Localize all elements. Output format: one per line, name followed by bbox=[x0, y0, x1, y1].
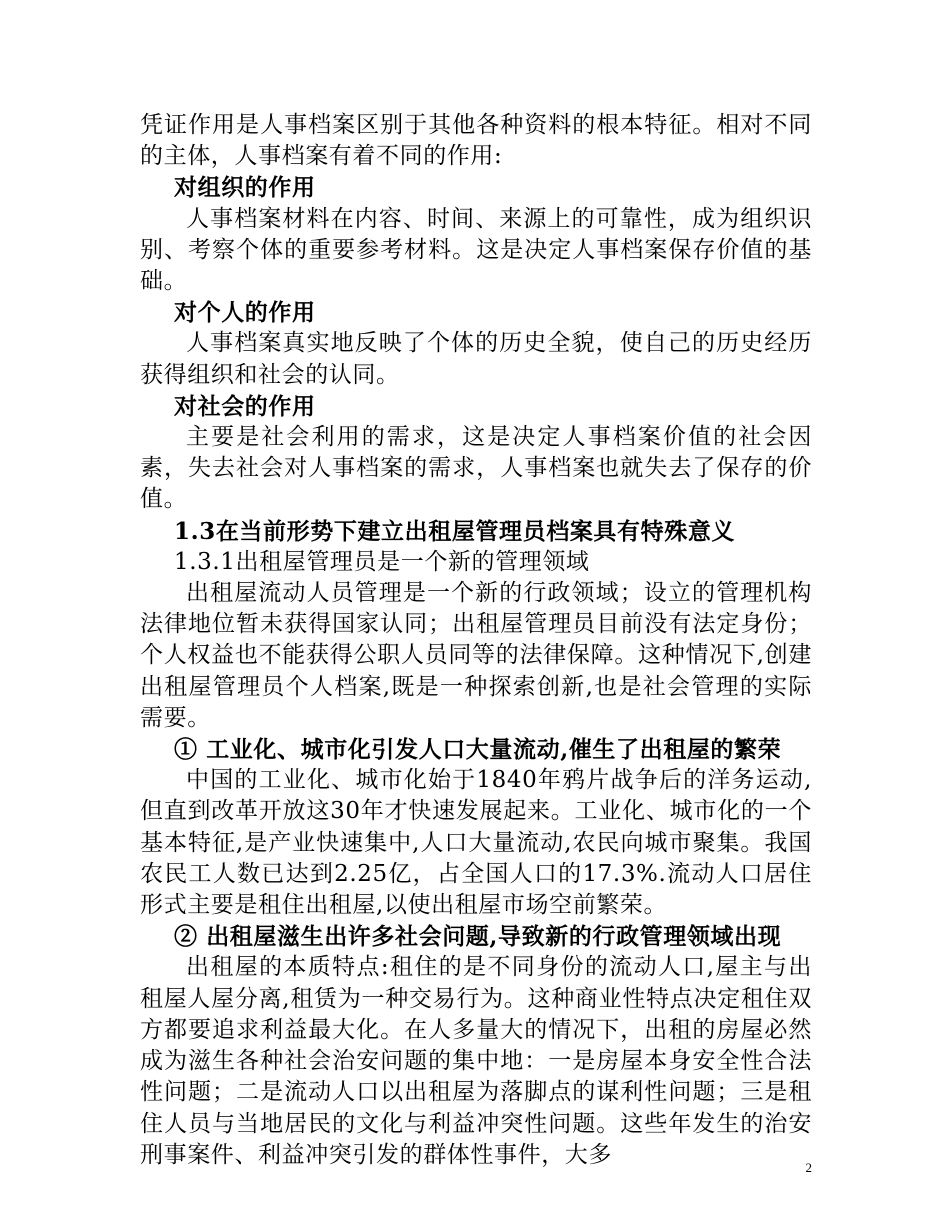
heading-organization-role: 对组织的作用 bbox=[174, 174, 316, 202]
paragraph-intro: 凭证作用是人事档案区别于其他各种资料的根本特征。相对不同的主体，人事档案有着不同的作用: bbox=[140, 112, 812, 170]
heading-industrialization: ① 工业化、城市化引发人口大量流动,催生了出租屋的繁荣 bbox=[174, 736, 782, 764]
subsection-heading-1-3-1: 1.3.1出租屋管理员是一个新的管理领域 bbox=[174, 548, 590, 575]
paragraph-social-problems: 出租屋的本质特点:租住的是不同身份的流动人口,屋主与出租屋人屋分离,租赁为一种交易行为。这种商业性特点决定租住双方都要追求利益最大化。在人多量大的情况下，出租的房屋必然成为滋生各种社会治安问题的集中地：一是房屋本身安全性合法性问题；二是流动人口以出租屋为落脚点的谋利性问题；三是租住人员与当地居民的文化与利益冲突性问题。这些年发生的治安刑事案件、利益冲突引发的群体性事件，大多 bbox=[140, 954, 812, 1168]
paragraph-individual-role: 人事档案真实地反映了个体的历史全貌，使自己的历史经历获得组织和社会的认同。 bbox=[140, 330, 812, 388]
paragraph-society-role: 主要是社会利用的需求，这是决定人事档案价值的社会因素，失去社会对人事档案的需求，人事档案也就失去了保存的价值。 bbox=[140, 424, 812, 513]
paragraph-industrialization: 中国的工业化、城市化始于1840年鸦片战争后的洋务运动,但直到改革开放这30年才快速发展起来。工业化、城市化的一个基本特征,是产业快速集中,人口大量流动,农民向城市聚集。我国农民工人数已达到2.25亿，占全国人口的17.3%.流动人口居住形式主要是租住出租屋,以使出租屋市场空前繁荣。 bbox=[140, 767, 812, 919]
document-body bbox=[140, 110, 812, 1171]
heading-individual-role: 对个人的作用 bbox=[174, 299, 316, 327]
paragraph-organization-role: 人事档案材料在内容、时间、来源上的可靠性，成为组织识别、考察个体的重要参考材料。这是决定人事档案保存价值的基础。 bbox=[140, 205, 812, 295]
page-number: 2 bbox=[805, 1160, 812, 1175]
heading-society-role: 对社会的作用 bbox=[174, 392, 316, 420]
paragraph-new-management-field: 出租屋流动人员管理是一个新的行政领域；设立的管理机构法律地位暂未获得国家认同；出租屋管理员目前没有法定身份；个人权益也不能获得公职人员同等的法律保障。这种情况下,创建出租屋管理员个人档案,既是一种探索创新,也是社会管理的实际需要。 bbox=[140, 580, 812, 731]
section-heading-1-3: 1.3在当前形势下建立出租屋管理员档案具有特殊意义 bbox=[174, 517, 736, 545]
heading-social-problems: ② 出租屋滋生出许多社会问题,导致新的行政管理领域出现 bbox=[174, 923, 782, 951]
